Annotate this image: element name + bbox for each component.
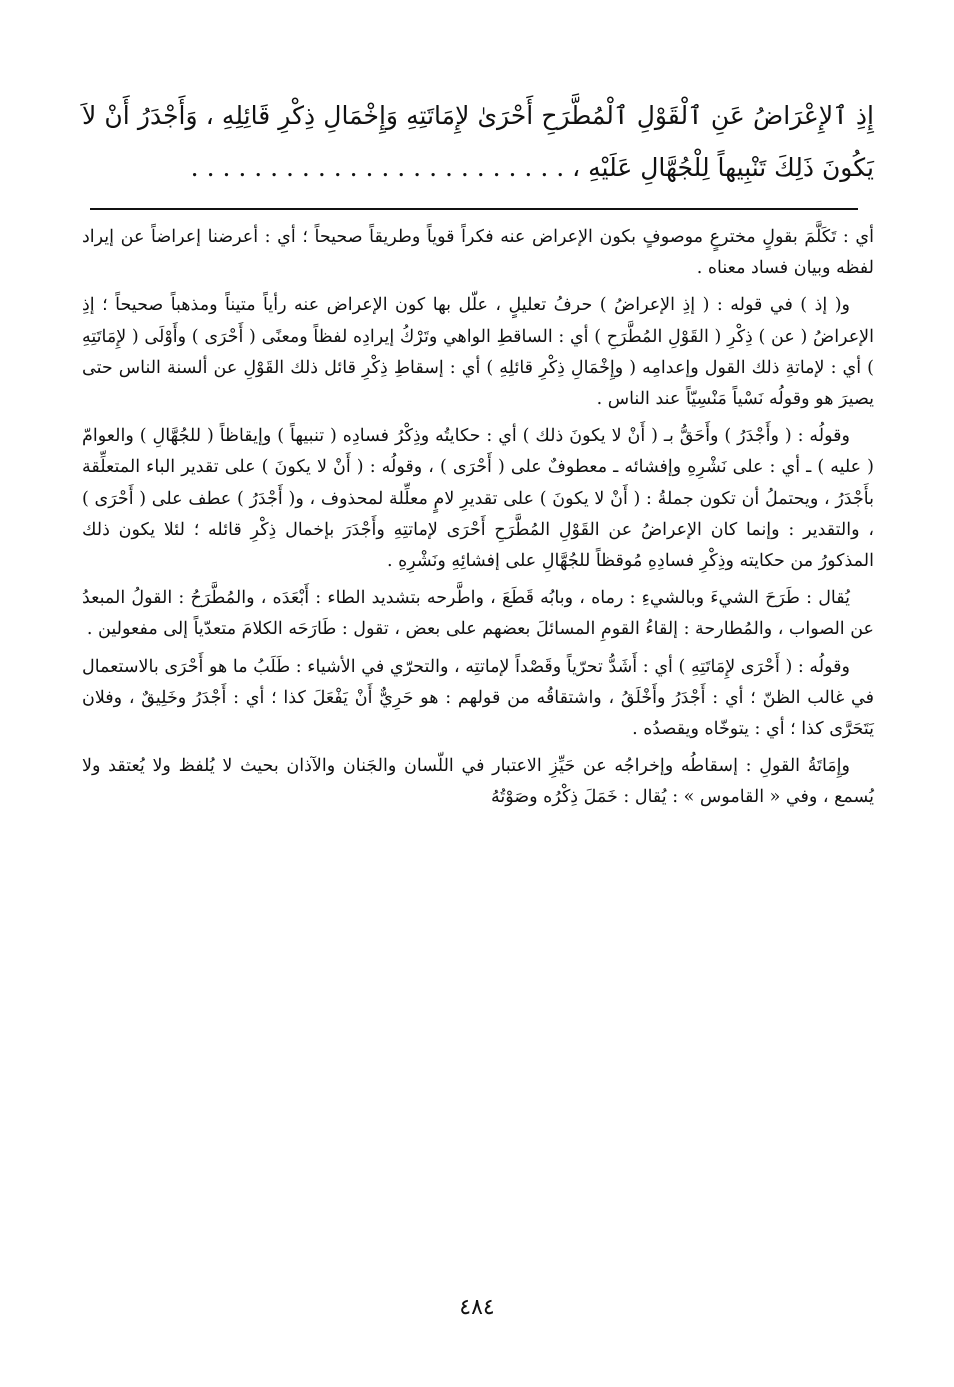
main-text xyxy=(82,90,874,194)
commentary-paragraph: وقولُه : ( أَحْرَى لإِمَاتَتِهِ ) أي : أَشَدُّ تحرّياً وقَصْداً لإماتتِه ، والتحرّي في الأشياء : طَلَبُ ما هو أَحْرَى بالاستعمال في غالب الظنّ ؛ أي : أَجْدَرُ وأَخْلَقُ ، واشتقاقُه من قولهم : هو حَرِيٌّ أَنْ يَفْعَلَ كذا ؛ أي : أَجْدَرُ وخَلِيقٌ ، وفلان يَتَحَرَّى كذا ؛ أي : يتوخّاه ويقصدُه . xyxy=(82,656,874,740)
page-number: ٤٨٤ xyxy=(459,1295,495,1320)
commentary-paragraph: وإِمَاتَةُ القولِ : إسقاطُه وإخراجُه عن حَيِّزِ الاعتبار في اللّسان والجَنان والآذان بحيث لا يُلفظ ولا يُعتقد ولا يُسمع ، وفي « القاموس » : يُقال : خَمَلَ ذِكْرُه وصَوْتُهُ xyxy=(82,756,874,808)
main-text-paragraph: إِذِ ٱلإِعْرَاضُ عَنِ ٱلْقَوْلِ ٱلْمُطَّرَحِ أَحْرَىٰ لإِمَاتَتِهِ وَإِخْمَالِ ذِكْرِ قَائِلِهِ ، وَأَجْدَرُ أَنْ لاَ يَكُونَ ذَلِكَ تَنْبِيهاً لِلْجُهَّالِ عَلَيْهِ ، . . . . . . . . . . . . . . . . . . . . . . . . xyxy=(82,101,874,182)
separator-line xyxy=(90,208,858,210)
commentary xyxy=(82,222,874,820)
commentary-paragraph: وقولُه : ( وأَجْدَرُ ) وأَحَقُّ بـ ( أَنْ لا يكونَ ذلك ) أي : حكايتُه وذِكْرُ فسادِه ( تنبيهاً ) وإيقاظاً ( للجُهَّالِ ) والعوامّ ( عليه ) ـ أي : على نَشْرِهِ وإفشائه ـ معطوفٌ على ( أَحْرَى ) ، وقولُه : ( أَنْ لا يكونَ ) على تقدير الباء المتعلِّقة بأَجْدَرُ ، ويحتملُ أن تكون جملةُ : ( أَنْ لا يكونَ ) على تقديرِ لامٍ معلِّلة لمحذوف ، و( أَجْدَرُ ) عطف على ( أَحْرَى ) ، والتقدير : وإنما كان الإعراضُ عن القَوْلِ المُطَّرَحِ أَحْرَى لإماتتِهِ وأَجْدَرَ بإخمال ذِكْرِ قائله ؛ لئلا يكون ذلك المذكورُ من حكايته وذِكْرِ فسادِهِ مُوقظاً للجُهَّالِ على إفشائِهِ ونَشْرِهِ . xyxy=(82,426,874,572)
commentary-paragraph: و( إذ ) في قوله : ( إذِ الإعراضُ ) حرفُ تعليلٍ ، علّل بها كون الإعراض عنه رأياً متيناً ومذهباً صحيحاً ؛ إذِ الإعراضُ ( عن ) ذِكْرِ ( القَوْلِ المُطَّرَحِ ) أي : الساقطِ الواهي وتَرْكُ إيرادِه لفظاً ومعنًى ( أَحْرَى ) وأَوْلَى ( لإِمَاتَتِهِ ) أي : لإماتةِ ذلك القول وإعدامِه ( وإِخْمَالِ ذِكْرِ قائلِهِ ) أي : إسقاطِ ذِكْرِ قائل ذلك القَوْلِ عن ألسنة الناس حتى يصيرَ هو وقولُه نَسْياً مَنْسِيّاً عند الناس . xyxy=(82,295,874,410)
commentary-paragraph: يُقال : طَرَحَ الشيءَ وبالشيءِ : رماه ، وبابُه قَطَعَ ، واطَّرحه بتشديد الطاء : أَبْعَدَه ، والمُطَّرَحُ : القولُ المبعدُ عن الصواب ، والمُطارحة : إلقاءُ القومِ المسائلَ بعضهم على بعض ، تقول : طَارَحَه الكلامَ متعدّياً إلى مفعولين . xyxy=(82,588,874,640)
commentary-paragraph: أي : تَكَلَّمَ بقولٍ مخترعٍ موصوفٍ بكون الإعراض عنه فكراً قوياً وطريقاً صحيحاً ؛ أي : أعرضنا إعراضاً عن إيراد لفظه وبيان فساد معناه . xyxy=(82,227,874,279)
